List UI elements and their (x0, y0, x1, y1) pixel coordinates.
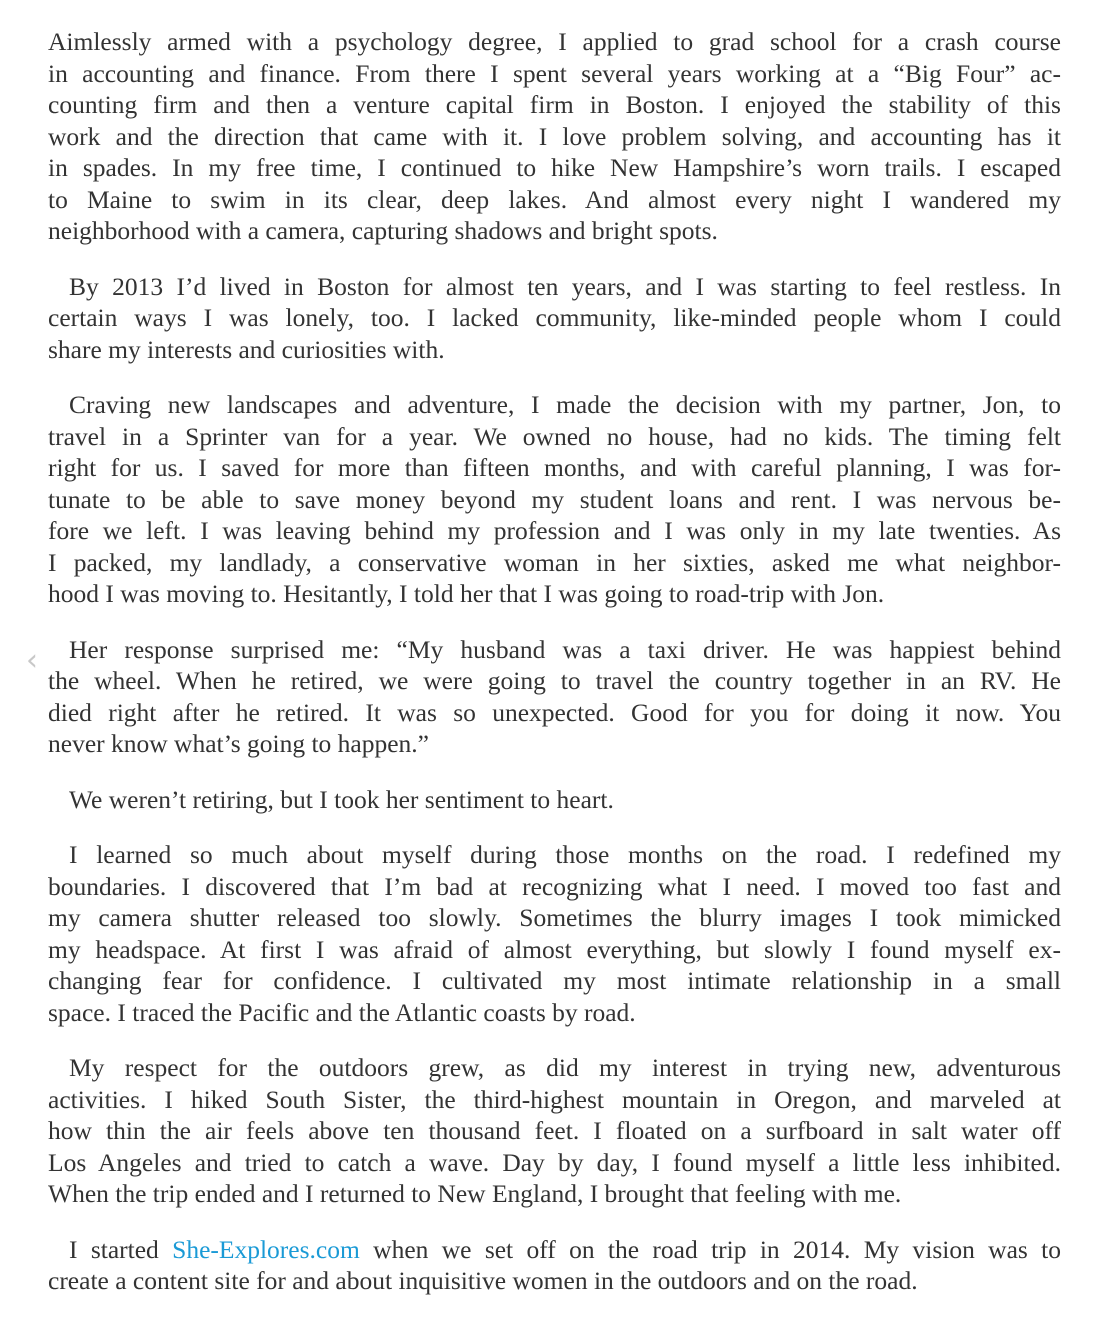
paragraph-line: Los Angeles and tried to catch a wave. Day by day, I found myself a little less inhibited. (48, 1147, 1061, 1177)
paragraph-line: never know what’s going to happen.” (48, 729, 429, 758)
text-span: I started (69, 1234, 173, 1264)
paragraph (48, 784, 1061, 816)
paragraph-line: I packed, my landlady, a conservative woman in her sixties, asked me what neighbor- (48, 547, 1061, 577)
paragraph-line: the wheel. When he retired, we were going to travel the country together in an RV. He (48, 666, 1061, 695)
chevron-left-icon[interactable]: ‹ (26, 643, 38, 678)
paragraph-line (48, 1234, 1061, 1266)
book-page (48, 26, 1061, 1321)
paragraph-line: activities. I hiked South Sister, the third-highest mountain in Oregon, and marveled at (48, 1084, 1061, 1114)
paragraph-line: My respect for the outdoors grew, as did my interest in trying new, adventurous (69, 1053, 1061, 1082)
paragraph-line: neighborhood with a camera, capturing shadows and bright spots. (48, 216, 718, 245)
paragraph (48, 271, 1061, 366)
paragraph-line: When the trip ended and I returned to New England, I brought that feeling with me. (48, 1179, 902, 1208)
paragraph-line: share my interests and curiosities with. (48, 334, 445, 364)
paragraph-line: changing fear for confidence. I cultivated my most intimate relationship in a small (48, 966, 1061, 995)
paragraph (48, 839, 1061, 1028)
paragraph-line: how thin the air feels above ten thousand feet. I floated on a surfboard in salt water off (48, 1116, 1061, 1145)
paragraph-line: space. I traced the Pacific and the Atlantic coasts by road. (48, 997, 636, 1027)
paragraph-line: fore we left. I was leaving behind my profession and I was only in my late twenties. As (48, 516, 1061, 545)
text-span: when we set off on the road trip in 2014. My vision was to (359, 1234, 1061, 1264)
she-explores-link[interactable]: She-Explores.com (172, 1234, 360, 1264)
paragraph-line: counting firm and then a venture capital firm in Boston. I enjoyed the stability of this (48, 90, 1061, 119)
paragraph-line: Aimlessly armed with a psychology degree, I applied to grad school for a crash course (48, 27, 1061, 56)
paragraph-line: right for us. I saved for more than fifteen months, and with careful planning, I was for- (48, 453, 1061, 482)
paragraph-line: create a content site for and about inquisitive women in the outdoors and on the road. (48, 1266, 918, 1295)
paragraph (48, 1052, 1061, 1210)
paragraph-line: We weren’t retiring, but I took her sentiment to heart. (69, 784, 614, 814)
paragraph (48, 634, 1061, 760)
paragraph-line: Craving new landscapes and adventure, I made the decision with my partner, Jon, to (69, 390, 1061, 419)
paragraph-line: hood I was moving to. Hesitantly, I told her that I was going to road-trip with Jon. (48, 579, 885, 608)
paragraph-line: boundaries. I discovered that I’m bad at recognizing what I need. I moved too fast and (48, 871, 1061, 901)
paragraph-line: my camera shutter released too slowly. Sometimes the blurry images I took mimicked (48, 903, 1061, 932)
paragraph-line: By 2013 I’d lived in Boston for almost ten years, and I was starting to feel restless. In (69, 271, 1061, 301)
paragraph-line: my headspace. At first I was afraid of almost everything, but slowly I found myself ex- (48, 934, 1061, 964)
paragraph-line: Her response surprised me: “My husband was a taxi driver. He was happiest behind (69, 634, 1061, 664)
paragraph-line: work and the direction that came with it. I love problem solving, and accounting has it (48, 121, 1061, 151)
paragraph (48, 26, 1061, 247)
paragraph-line: travel in a Sprinter van for a year. We owned no house, had no kids. The timing felt (48, 421, 1061, 451)
paragraph-line: I learned so much about myself during those months on the road. I redefined my (69, 840, 1061, 869)
paragraphs (48, 26, 1061, 1210)
paragraph-line: tunate to be able to save money beyond my student loans and rent. I was nervous be- (48, 484, 1061, 514)
paragraph-line: certain ways I was lonely, too. I lacked community, like-minded people whom I could (48, 303, 1061, 332)
paragraph-line: in accounting and finance. From there I spent several years working at a “Big Four” ac- (48, 58, 1061, 88)
paragraph-line: in spades. In my free time, I continued to hike New Hampshire’s worn trails. I escaped (48, 153, 1061, 182)
paragraph-line: died right after he retired. It was so unexpected. Good for you for doing it now. You (48, 697, 1061, 727)
paragraph-line: to Maine to swim in its clear, deep lakes. And almost every night I wandered my (48, 184, 1061, 214)
paragraph (48, 389, 1061, 610)
paragraph-final (48, 1234, 1061, 1297)
